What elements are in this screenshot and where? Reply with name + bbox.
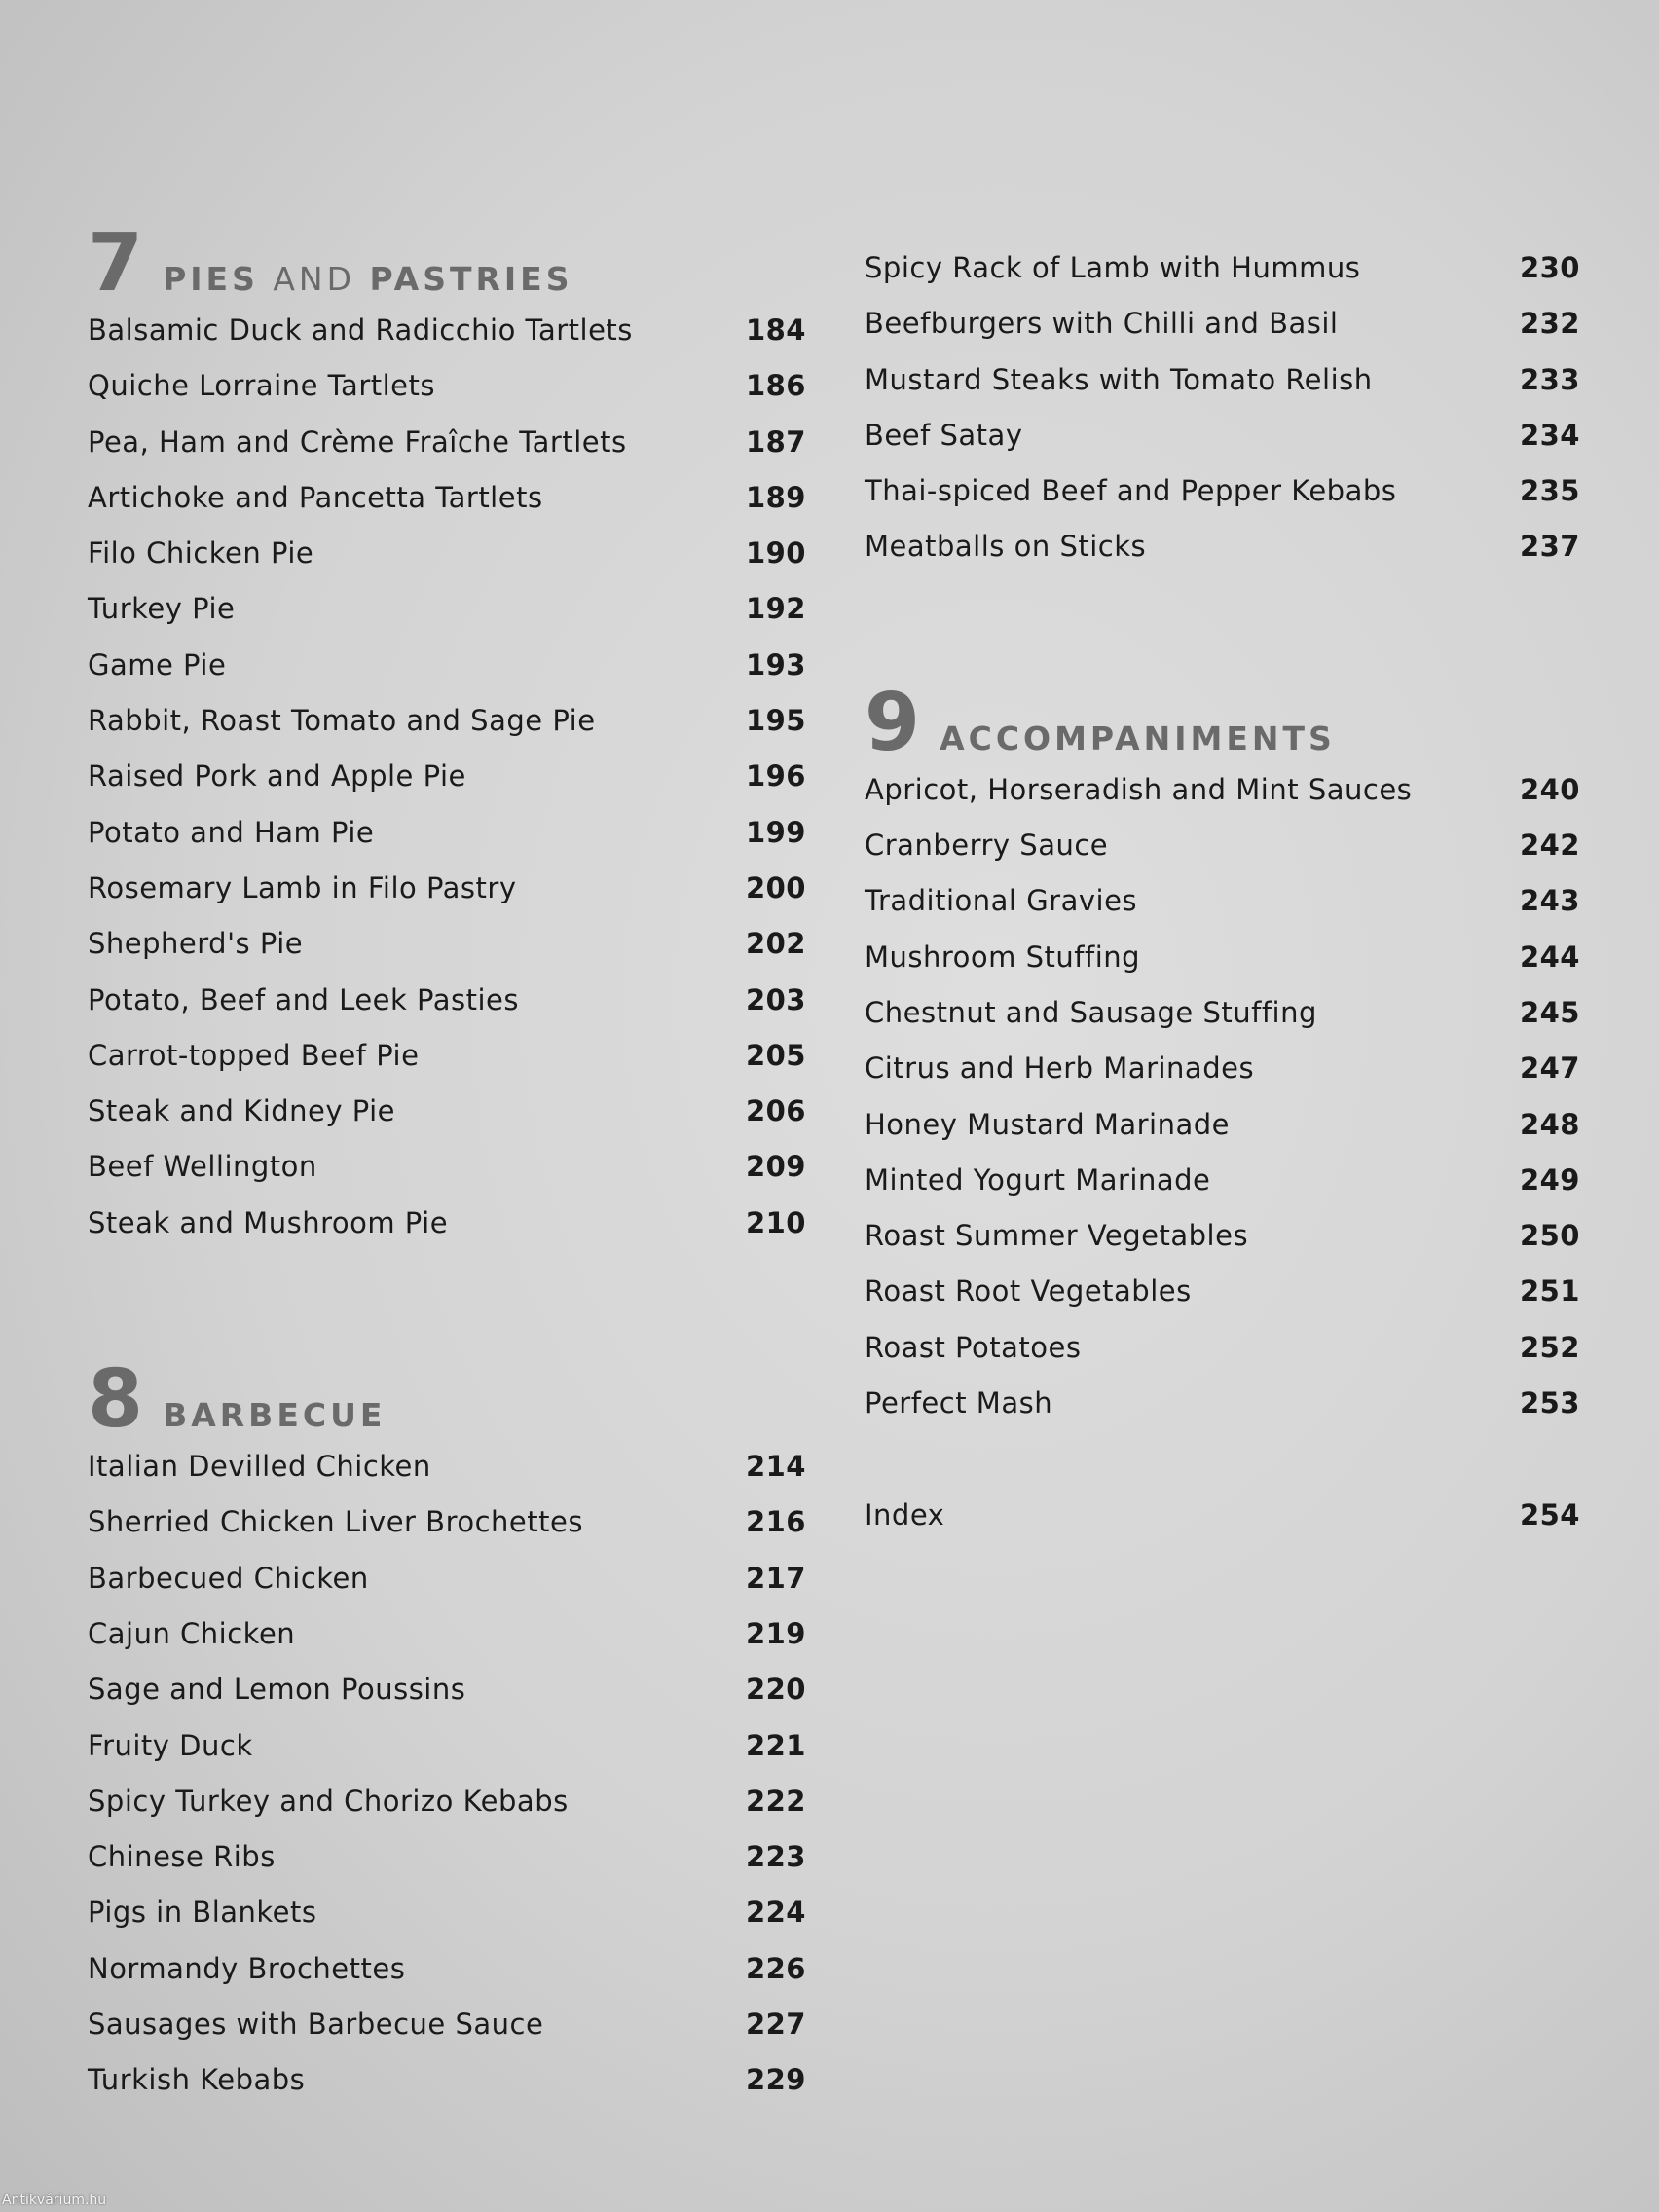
section-7-entries: [88, 313, 806, 1262]
entry-title: Rabbit, Roast Tomato and Sage Pie: [88, 704, 596, 738]
entry-title: Cajun Chicken: [88, 1616, 296, 1650]
entry-title: Citrus and Herb Marinades: [865, 1051, 1255, 1086]
chapter-title: [940, 719, 1336, 757]
toc-entry: [865, 996, 1580, 1051]
toc-entry: [88, 927, 806, 982]
entry-title: Filo Chicken Pie: [88, 536, 314, 571]
entry-page: 226: [745, 1951, 806, 1985]
chapter-title-word: PASTRIES: [369, 260, 573, 298]
toc-entry: [865, 474, 1580, 530]
entry-page: 250: [1519, 1219, 1580, 1253]
entry-page: 243: [1519, 884, 1580, 918]
entry-page: 249: [1519, 1162, 1580, 1197]
chapter-title-word: BARBECUE: [163, 1396, 387, 1435]
entry-page: 252: [1519, 1330, 1580, 1364]
section-8-continued-entries: [865, 251, 1580, 586]
entry-page: 220: [745, 1673, 806, 1707]
entry-title: Game Pie: [88, 647, 227, 682]
toc-entry: [88, 871, 806, 927]
entry-page: 227: [745, 2008, 806, 2042]
entry-page: 251: [1519, 1274, 1580, 1309]
entry-page: 209: [745, 1150, 806, 1184]
entry-title: Raised Pork and Apple Pie: [88, 759, 466, 793]
entry-title: Traditional Gravies: [865, 884, 1138, 918]
entry-page: 254: [1519, 1498, 1580, 1532]
toc-entry: [865, 829, 1580, 884]
toc-entry: [88, 816, 806, 871]
entry-title: Cranberry Sauce: [865, 829, 1109, 863]
entry-page: 190: [745, 536, 806, 571]
entry-page: 244: [1519, 940, 1580, 974]
toc-entry: [865, 1386, 1580, 1442]
entry-title: Normandy Brochettes: [88, 1951, 406, 1985]
entry-page: 223: [745, 1840, 806, 1874]
toc-entry: [865, 419, 1580, 474]
toc-entry: [88, 1617, 806, 1673]
toc-entry: [88, 481, 806, 536]
entry-title: Sage and Lemon Poussins: [88, 1673, 466, 1707]
entry-page: 230: [1519, 251, 1580, 284]
entry-page: 217: [745, 1561, 806, 1595]
entry-page: 240: [1519, 772, 1580, 806]
entry-page: 247: [1519, 1051, 1580, 1086]
entry-title: Sausages with Barbecue Sauce: [88, 2008, 544, 2042]
toc-entry: [88, 536, 806, 592]
entry-page: 187: [745, 424, 806, 459]
toc-entry: [88, 1785, 806, 1840]
entry-page: 196: [745, 759, 806, 793]
entry-page: 235: [1519, 474, 1580, 508]
toc-entry: [865, 530, 1580, 585]
entry-title: Minted Yogurt Marinade: [865, 1162, 1211, 1197]
entry-title: Sherried Chicken Liver Brochettes: [88, 1505, 583, 1539]
entry-page: 245: [1519, 995, 1580, 1029]
entry-title: Beef Wellington: [88, 1150, 317, 1184]
toc-entry: [88, 1729, 806, 1785]
entry-title: Barbecued Chicken: [88, 1561, 369, 1595]
toc-entry: [865, 1219, 1580, 1274]
entry-title: Fruity Duck: [88, 1728, 253, 1762]
entry-page: 206: [745, 1094, 806, 1128]
entry-title: Roast Summer Vegetables: [865, 1219, 1249, 1253]
watermark: Antikvárium.hu: [2, 2193, 107, 2208]
toc-entry: [88, 1896, 806, 1951]
entry-title: Potato, Beef and Leek Pasties: [88, 982, 519, 1016]
entry-title: Chinese Ribs: [88, 1840, 276, 1874]
entry-title: Turkey Pie: [88, 592, 236, 626]
toc-entry: [88, 1505, 806, 1561]
entry-page: 224: [745, 1896, 806, 1930]
section-8-heading: [88, 1353, 806, 1448]
entry-title: Honey Mustard Marinade: [865, 1107, 1231, 1141]
entry-title: Index: [865, 1498, 945, 1532]
entry-page: 216: [745, 1505, 806, 1539]
entry-title: Beefburgers with Chilli and Basil: [865, 307, 1339, 341]
entry-page: 219: [745, 1616, 806, 1650]
entry-title: Roast Potatoes: [865, 1330, 1082, 1364]
entry-page: 237: [1519, 530, 1580, 564]
entry-title: Artichoke and Pancetta Tartlets: [88, 480, 543, 514]
section-9-entries: [865, 773, 1580, 1443]
entry-page: 214: [745, 1450, 806, 1484]
entry-title: Steak and Mushroom Pie: [88, 1205, 449, 1239]
toc-entry: [88, 1840, 806, 1896]
toc-entry: [88, 592, 806, 647]
toc-entry: [88, 1206, 806, 1262]
toc-entry: [865, 1331, 1580, 1386]
chapter-title-word: ACCOMPANIMENTS: [940, 719, 1336, 757]
toc-entry: [88, 1673, 806, 1728]
entry-page: 210: [745, 1205, 806, 1239]
index-entry: [865, 1498, 1580, 1554]
entry-title: Balsamic Duck and Radicchio Tartlets: [88, 313, 633, 347]
entry-page: 222: [745, 1784, 806, 1818]
chapter-number: 7: [88, 217, 142, 310]
chapter-title: [163, 260, 572, 298]
left-column: [88, 217, 806, 2120]
entry-page: 202: [745, 927, 806, 961]
toc-entry: [88, 983, 806, 1039]
right-column: [865, 224, 1580, 1555]
toc-entry: [88, 1039, 806, 1094]
entry-title: Perfect Mash: [865, 1386, 1053, 1420]
entry-page: 232: [1519, 307, 1580, 341]
toc-entry: [88, 1094, 806, 1150]
toc-entry: [865, 363, 1580, 419]
entry-title: Carrot-topped Beef Pie: [88, 1038, 420, 1072]
entry-page: 242: [1519, 829, 1580, 863]
chapter-number: 9: [865, 676, 919, 769]
chapter-title: [163, 1396, 386, 1434]
entry-title: Mustard Steaks with Tomato Relish: [865, 362, 1373, 396]
entry-title: Beef Satay: [865, 418, 1023, 452]
entry-page: 199: [745, 815, 806, 849]
toc-entry: [88, 1562, 806, 1617]
toc-entry: [88, 2008, 806, 2063]
entry-page: 186: [745, 369, 806, 403]
entry-page: 234: [1519, 418, 1580, 452]
entry-title: Shepherd's Pie: [88, 927, 304, 961]
entry-title: Pigs in Blankets: [88, 1896, 317, 1930]
toc-entry: [865, 1274, 1580, 1330]
entry-page: 221: [745, 1728, 806, 1762]
chapter-title-word: PIES: [163, 260, 259, 298]
entry-title: Quiche Lorraine Tartlets: [88, 369, 435, 403]
toc-entry: [865, 884, 1580, 940]
entry-page: 192: [745, 592, 806, 626]
toc-entry: [865, 1051, 1580, 1107]
entry-page: 203: [745, 982, 806, 1016]
section-spacer: [88, 1262, 806, 1360]
toc-entry: [88, 1952, 806, 2008]
entry-title: Mushroom Stuffing: [865, 940, 1141, 974]
toc-entry: [88, 313, 806, 369]
toc-entry: [865, 773, 1580, 829]
entry-page: 248: [1519, 1107, 1580, 1141]
toc-entry: [865, 1108, 1580, 1163]
toc-entry: [865, 251, 1580, 307]
entry-title: Thai-spiced Beef and Pepper Kebabs: [865, 474, 1397, 508]
entry-page: 184: [745, 313, 806, 347]
toc-entry: [88, 369, 806, 424]
entry-page: 233: [1519, 362, 1580, 396]
entry-title: Apricot, Horseradish and Mint Sauces: [865, 772, 1413, 806]
chapter-title-word: AND: [273, 260, 356, 298]
toc-entry: [865, 940, 1580, 996]
entry-page: 205: [745, 1038, 806, 1072]
entry-title: Steak and Kidney Pie: [88, 1094, 396, 1128]
entry-page: 193: [745, 647, 806, 682]
toc-entry: [88, 704, 806, 759]
entry-title: Rosemary Lamb in Filo Pastry: [88, 870, 517, 904]
toc-entry: [88, 1150, 806, 1205]
section-spacer: [865, 586, 1580, 683]
section-7-heading: [88, 217, 806, 312]
chapter-number: 8: [88, 1353, 142, 1447]
entry-title: Italian Devilled Chicken: [88, 1450, 431, 1484]
toc-entry: [865, 307, 1580, 362]
entry-title: Meatballs on Sticks: [865, 530, 1147, 564]
entry-title: Pea, Ham and Crème Fraîche Tartlets: [88, 424, 627, 459]
entry-title: Chestnut and Sausage Stuffing: [865, 995, 1317, 1029]
entry-page: 195: [745, 704, 806, 738]
toc-entry: [88, 759, 806, 815]
toc-entry: [88, 2063, 806, 2119]
entry-page: 189: [745, 480, 806, 514]
toc-entry: [88, 648, 806, 704]
entry-title: Potato and Ham Pie: [88, 815, 375, 849]
entry-title: Spicy Turkey and Chorizo Kebabs: [88, 1784, 569, 1818]
entry-title: Spicy Rack of Lamb with Hummus: [865, 251, 1361, 284]
toc-entry: [865, 1163, 1580, 1219]
toc-entry: [88, 1450, 806, 1505]
section-8-entries: [88, 1450, 806, 2120]
entry-page: 200: [745, 870, 806, 904]
section-9-heading: [865, 676, 1580, 771]
toc-entry: [88, 425, 806, 481]
entry-page: 229: [745, 2063, 806, 2097]
section-spacer: [865, 1442, 1580, 1498]
entry-title: Roast Root Vegetables: [865, 1274, 1192, 1309]
entry-title: Turkish Kebabs: [88, 2063, 306, 2097]
entry-page: 253: [1519, 1386, 1580, 1420]
